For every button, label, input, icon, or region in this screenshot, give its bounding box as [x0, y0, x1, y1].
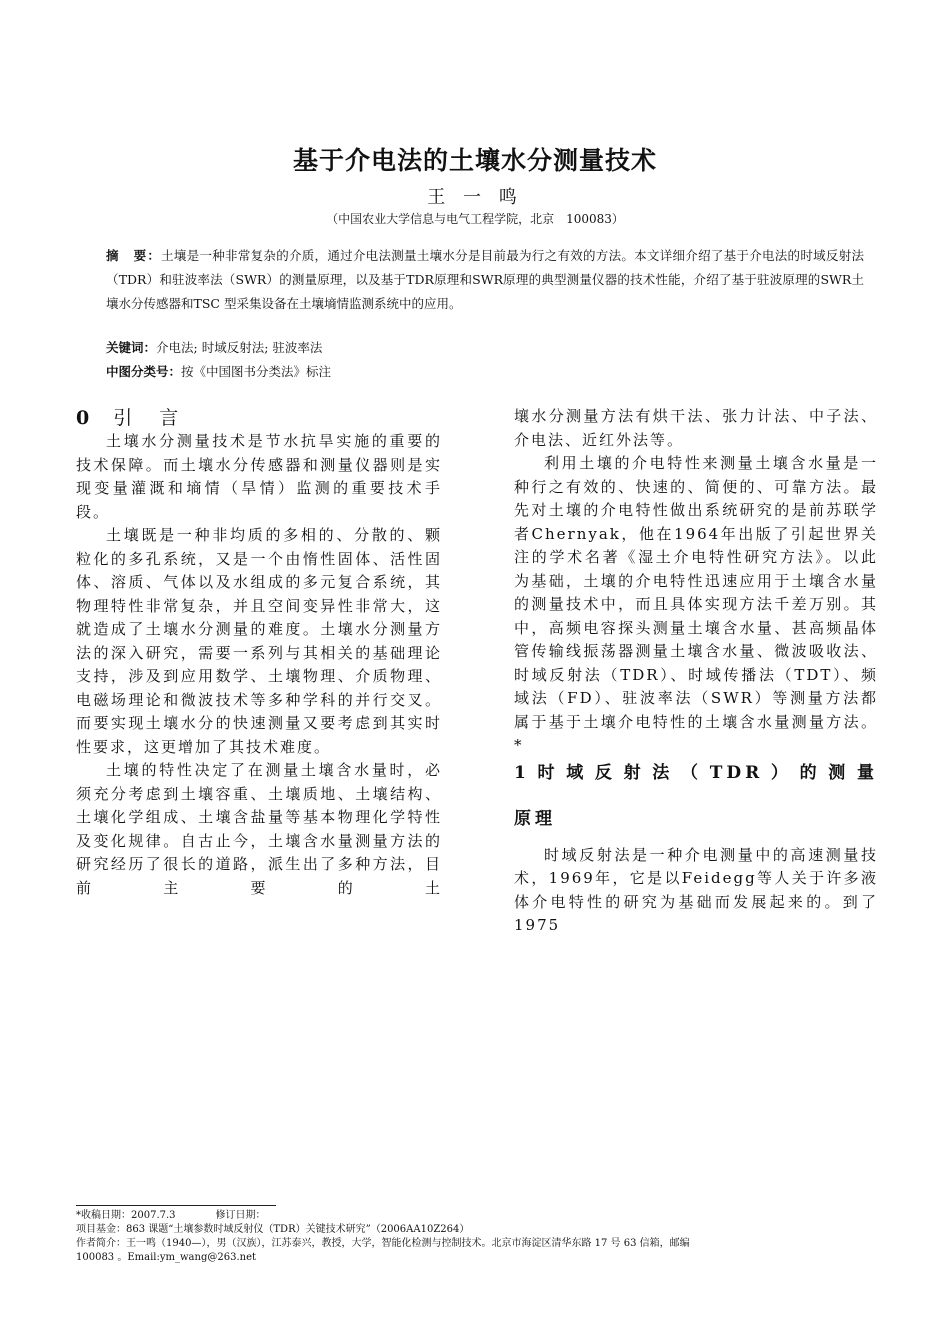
paragraph: 土壤既是一种非均质的多相的、分散的、颗粒化的多孔系统，又是一个由惰性固体、活性固体、溶质、气体以及水组成的多元复合系统，其物理特性非常复杂，并且空间变异性非常大，这就造成了土壤水分测量的难度。土壤水分测量方法的深入研究，需要一系列与其相关的基础理论支持，涉及到应用数学、土壤物理、介质物理、电磁场理论和微波技术等多种学科的并行交叉。而要实现土壤水分的快速测量又要考虑到其实时性要求，这更增加了其技术难度。: [76, 526, 442, 756]
affiliation: （中国农业大学信息与电气工程学院，北京 100083）: [326, 212, 624, 226]
keywords-text: 介电法; 时域反射法; 驻波率法: [156, 340, 323, 355]
classification-line: [106, 362, 331, 380]
right-column: [514, 405, 878, 938]
footnote-fund: 项目基金：863 课题“土壤参数时域反射仪（TDR）关键技术研究”（2006AA10Z264）: [76, 1224, 470, 1235]
classification-label: 中图分类号：: [106, 364, 182, 379]
author-name: 王 一 鸣: [427, 187, 523, 208]
keywords-label: 关键词：: [106, 340, 157, 355]
paragraph: 壤水分测量方法有烘干法、张力计法、中子法、介电法、近红外法等。: [514, 407, 878, 449]
section-1-title-line1: 1时域反射法（TDR）的测量: [514, 762, 878, 783]
footnote-divider: [76, 1205, 276, 1206]
abstract-label: 摘 要：: [106, 248, 162, 263]
section-1-title-line2: 原理: [514, 808, 556, 829]
left-column: [76, 430, 442, 900]
section-0-number: 0: [76, 407, 90, 429]
paragraph: 时域反射法是一种介电测量中的高速测量技术，1969年，它是以Feidegg等人关于许多液体介电特性的研究为基础而发展起来的。到了1975: [514, 845, 878, 934]
classification-text: 按《中国图书分类法》标注: [181, 364, 332, 379]
footnote-received: *收稿日期：2007.7.3 修订日期：: [76, 1210, 266, 1221]
abstract: [106, 244, 864, 316]
footnote-contact: 100083 。Email:ym_wang@263.net: [76, 1252, 256, 1263]
footnote-bio: 作者简介：王一鸣（1940—），男（汉族），江苏泰兴，教授，大学，智能化检测与控制技术。北京市海淀区清华东路 17 号 63 信箱，邮编: [76, 1238, 690, 1249]
abstract-text: 土壤是一种非常复杂的介质，通过介电法测量土壤水分是目前最为行之有效的方法。本文详细介绍了基于介电法的时域反射法（TDR）和驻波率法（SWR）的测量原理，以及基于TDR原理和SWR原理的典型测量仪器的技术性能，介绍了基于驻波原理的SWR土壤水分传感器和TSC 型采集设备在土壤墒情监测系统中的应用。: [106, 248, 864, 311]
paragraph: 土壤的特性决定了在测量土壤含水量时，必须充分考虑到土壤容重、土壤质地、土壤结构、土壤化学组成、土壤含盐量等基本物理化学特性及变化规律。自古止今，土壤含水量测量方法的研究经历了很长的道路，派生出了多种方法，目前主要的土: [76, 761, 442, 897]
paragraph: 利用土壤的介电特性来测量土壤含水量是一种行之有效的、快速的、简便的、可靠方法。最先对土壤的介电特性做出系统研究的是前苏联学者Chernyak，他在1964年出版了引起世界关注的学术名著《湿土介电特性研究方法》。以此为基础，土壤的介电特性迅速应用于土壤含水量的测量技术中，而且具体实现方法千差万别。其中，高频电容探头测量土壤含水量、甚高频晶体管传输线振荡器测量土壤含水量、微波吸收法、时域反射法（TDR）、时域传播法（TDT）、频域法（FD）、驻波率法（SWR）等测量方法都属于基于土壤介电特性的土壤含水量测量方法。*: [514, 454, 878, 754]
paragraph: 土壤水分测量技术是节水抗旱实施的重要的技术保障。而土壤水分传感器和测量仪器则是实现变量灌溉和墒情（旱情）监测的重要技术手段。: [76, 432, 442, 521]
section-0-heading: [76, 403, 182, 430]
paper-title: 基于介电法的土壤水分测量技术: [292, 146, 657, 175]
section-1-heading: [514, 758, 878, 834]
keywords-line: [106, 338, 322, 356]
section-0-title: 引 言: [113, 407, 183, 429]
